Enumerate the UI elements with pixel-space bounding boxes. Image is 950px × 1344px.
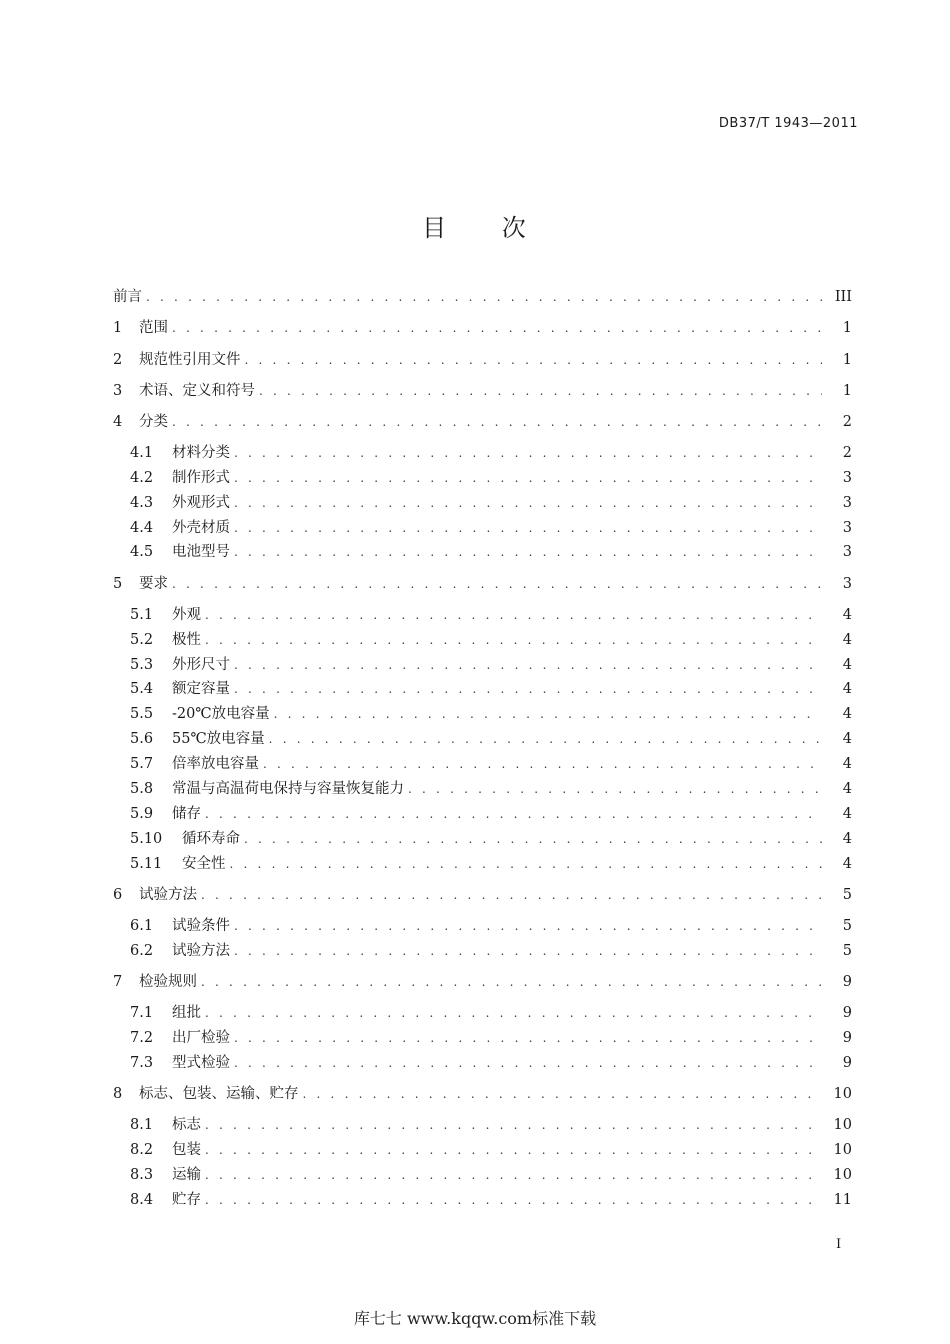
toc-entry-page: 2 xyxy=(842,414,852,430)
toc-entry-title: 安全性 xyxy=(182,856,226,872)
toc-leader-dots xyxy=(234,1029,822,1047)
toc-leader-dots xyxy=(205,1141,822,1159)
toc-leader-dots xyxy=(234,494,822,512)
toc-entry[interactable] xyxy=(130,469,852,487)
toc-entry-page: 4 xyxy=(842,856,852,872)
toc-entry-number: 8.1 xyxy=(130,1117,154,1133)
toc-entry-number: 5.5 xyxy=(130,706,154,722)
document-code: DB37/T 1943—2011 xyxy=(718,116,858,131)
toc-entry-title: 试验条件 xyxy=(172,918,230,934)
toc-entry-title: 分类 xyxy=(139,414,168,430)
toc-entry-page: 10 xyxy=(833,1142,852,1158)
toc-entry[interactable] xyxy=(130,942,852,960)
toc-entry-title: 运输 xyxy=(172,1167,201,1183)
toc-entry-number: 8.4 xyxy=(130,1192,154,1208)
toc-entry-number: 6.2 xyxy=(130,943,154,959)
toc-entry-title: 规范性引用文件 xyxy=(139,352,241,368)
toc-entry[interactable] xyxy=(130,780,852,798)
toc-entry-number: 4.1 xyxy=(130,445,154,461)
toc-entry[interactable] xyxy=(113,382,852,400)
toc-entry[interactable] xyxy=(130,656,852,674)
toc-entry-number: 5.4 xyxy=(130,681,154,697)
toc-entry-title: 前言 xyxy=(113,289,142,305)
toc-entry-page: 4 xyxy=(842,806,852,822)
toc-entry-number: 7.3 xyxy=(130,1055,154,1071)
toc-entry-page: 3 xyxy=(842,470,852,486)
toc-entry[interactable] xyxy=(130,1166,852,1184)
toc-entry-page: 4 xyxy=(842,731,852,747)
toc-entry[interactable] xyxy=(130,606,852,624)
toc-entry[interactable] xyxy=(130,755,852,773)
toc-entry-page: 4 xyxy=(842,681,852,697)
toc-entry-page: 9 xyxy=(842,974,852,990)
toc-entry[interactable] xyxy=(130,543,852,561)
toc-leader-dots xyxy=(303,1085,823,1103)
toc-entry-number: 8.2 xyxy=(130,1142,154,1158)
toc-entry[interactable] xyxy=(113,886,852,904)
toc-entry-page: 2 xyxy=(842,445,852,461)
toc-entry-title: 试验方法 xyxy=(139,887,197,903)
toc-entry-title: 要求 xyxy=(139,576,168,592)
toc-entry-title: 储存 xyxy=(172,806,201,822)
toc-entry-title: 标志、包装、运输、贮存 xyxy=(139,1086,299,1102)
toc-entry-page: 4 xyxy=(842,607,852,623)
toc-entry-page: 9 xyxy=(842,1030,852,1046)
toc-entry[interactable] xyxy=(113,1085,852,1103)
toc-entry-title: 制作形式 xyxy=(172,470,230,486)
toc-entry-page: III xyxy=(834,289,852,305)
toc-entry[interactable] xyxy=(130,1116,852,1134)
page-number: I xyxy=(836,1237,842,1252)
toc-entry[interactable] xyxy=(130,1054,852,1072)
toc-entry-number: 4.5 xyxy=(130,544,154,560)
toc-leader-dots xyxy=(201,886,822,904)
toc-entry-number: 5.1 xyxy=(130,607,154,623)
toc-leader-dots xyxy=(146,288,822,306)
toc-entry-page: 1 xyxy=(842,383,852,399)
toc-entry-title: 电池型号 xyxy=(172,544,230,560)
toc-entry[interactable] xyxy=(130,805,852,823)
toc-entry-title: 组批 xyxy=(172,1005,201,1021)
toc-leader-dots xyxy=(408,780,822,798)
toc-entry-number: 8 xyxy=(113,1086,123,1102)
toc-entry[interactable] xyxy=(130,917,852,935)
toc-leader-dots xyxy=(205,1166,822,1184)
toc-entry-title: 外形尺寸 xyxy=(172,657,230,673)
toc-entry-number: 4 xyxy=(113,414,123,430)
toc-entry-page: 5 xyxy=(842,918,852,934)
toc-leader-dots xyxy=(205,1004,822,1022)
toc-entry-page: 3 xyxy=(842,544,852,560)
toc-entry-number: 4.3 xyxy=(130,495,154,511)
toc-entry[interactable] xyxy=(113,288,852,306)
toc-leader-dots xyxy=(205,1116,822,1134)
toc-entry-title: 范围 xyxy=(139,320,168,336)
toc-entry-number: 4.2 xyxy=(130,470,154,486)
toc-leader-dots xyxy=(201,973,822,991)
toc-entry[interactable] xyxy=(130,494,852,512)
toc-entry-page: 5 xyxy=(842,887,852,903)
toc-entry[interactable] xyxy=(130,730,852,748)
toc-entry-page: 4 xyxy=(842,831,852,847)
toc-entry[interactable] xyxy=(130,1004,852,1022)
toc-entry[interactable] xyxy=(130,444,852,462)
toc-entry[interactable] xyxy=(113,413,852,431)
toc-leader-dots xyxy=(234,519,822,537)
toc-entry-title: 外壳材质 xyxy=(172,520,230,536)
toc-entry-page: 4 xyxy=(842,756,852,772)
toc-entry[interactable] xyxy=(130,1141,852,1159)
toc-leader-dots xyxy=(172,575,822,593)
toc-entry-number: 4.4 xyxy=(130,520,154,536)
toc-leader-dots xyxy=(230,855,823,873)
toc-entry-page: 4 xyxy=(842,657,852,673)
toc-entry[interactable] xyxy=(130,855,852,873)
toc-entry-title: 标志 xyxy=(172,1117,201,1133)
toc-leader-dots xyxy=(205,606,822,624)
toc-entry-page: 3 xyxy=(842,520,852,536)
toc-entry[interactable] xyxy=(130,631,852,649)
toc-leader-dots xyxy=(234,680,822,698)
toc-entry-number: 7.1 xyxy=(130,1005,154,1021)
toc-entry-number: 3 xyxy=(113,383,123,399)
toc-entry-page: 11 xyxy=(833,1192,852,1208)
toc-leader-dots xyxy=(274,705,822,723)
toc-entry-number: 6.1 xyxy=(130,918,154,934)
toc-entry[interactable] xyxy=(130,705,852,723)
toc-entry-page: 4 xyxy=(842,781,852,797)
toc-entry-number: 5.7 xyxy=(130,756,154,772)
toc-leader-dots xyxy=(172,319,822,337)
toc-entry-title: 出厂检验 xyxy=(172,1030,230,1046)
toc-entry[interactable] xyxy=(130,519,852,537)
toc-entry-number: 5.11 xyxy=(130,856,163,872)
toc-entry-number: 6 xyxy=(113,887,123,903)
toc-entry-page: 9 xyxy=(842,1055,852,1071)
toc-entry-title: 额定容量 xyxy=(172,681,230,697)
toc-entry-title: 外观 xyxy=(172,607,201,623)
toc-entry[interactable] xyxy=(113,319,852,337)
toc-entry-title: 循环寿命 xyxy=(182,831,240,847)
toc-leader-dots xyxy=(245,351,823,369)
toc-entry[interactable] xyxy=(130,1191,852,1209)
toc-entry-page: 3 xyxy=(842,576,852,592)
toc-leader-dots xyxy=(234,444,822,462)
toc-entry-page: 10 xyxy=(833,1086,852,1102)
toc-entry-number: 5.2 xyxy=(130,632,154,648)
toc-entry-title: 55℃放电容量 xyxy=(172,731,265,747)
toc-entry[interactable] xyxy=(113,973,852,991)
toc-entry-page: 1 xyxy=(842,352,852,368)
toc-entry-number: 5.10 xyxy=(130,831,163,847)
toc-entry-page: 10 xyxy=(833,1167,852,1183)
toc-entry[interactable] xyxy=(130,1029,852,1047)
toc-entry-number: 8.3 xyxy=(130,1167,154,1183)
toc-entry-number: 5.9 xyxy=(130,806,154,822)
toc-leader-dots xyxy=(172,413,822,431)
toc-entry-number: 2 xyxy=(113,352,123,368)
toc-leader-dots xyxy=(234,656,822,674)
toc-leader-dots xyxy=(234,469,822,487)
toc-leader-dots xyxy=(205,805,822,823)
toc-entry-number: 5 xyxy=(113,576,123,592)
toc-entry[interactable] xyxy=(113,351,852,369)
toc-entry-page: 3 xyxy=(842,495,852,511)
toc-entry-number: 5.8 xyxy=(130,781,154,797)
toc-leader-dots xyxy=(244,830,822,848)
footer-watermark: 库七七 www.kqqw.com标准下载 xyxy=(353,1309,597,1328)
toc-entry[interactable] xyxy=(130,830,852,848)
toc-entry-title: 贮存 xyxy=(172,1192,201,1208)
toc-entry-title: 型式检验 xyxy=(172,1055,230,1071)
toc-entry-page: 9 xyxy=(842,1005,852,1021)
toc-leader-dots xyxy=(205,631,822,649)
toc-leader-dots xyxy=(234,917,822,935)
toc-entry-title: 术语、定义和符号 xyxy=(139,383,255,399)
toc-leader-dots xyxy=(263,755,822,773)
toc-entry-page: 5 xyxy=(842,943,852,959)
toc-entry-number: 5.6 xyxy=(130,731,154,747)
toc-entry-title: 极性 xyxy=(172,632,201,648)
toc-entry-page: 4 xyxy=(842,706,852,722)
toc-entry-title: 包装 xyxy=(172,1142,201,1158)
toc-entry-number: 1 xyxy=(113,320,123,336)
toc-entry-title: 倍率放电容量 xyxy=(172,756,259,772)
toc-entry-title: -20℃放电容量 xyxy=(172,706,270,722)
toc-entry-title: 检验规则 xyxy=(139,974,197,990)
toc-entry-page: 1 xyxy=(842,320,852,336)
toc-entry[interactable] xyxy=(113,575,852,593)
page-title: 目 次 xyxy=(422,214,528,242)
toc-entry-page: 10 xyxy=(833,1117,852,1133)
toc-entry-title: 外观形式 xyxy=(172,495,230,511)
toc-entry-number: 5.3 xyxy=(130,657,154,673)
toc-entry-title: 试验方法 xyxy=(172,943,230,959)
toc-leader-dots xyxy=(205,1191,822,1209)
toc-leader-dots xyxy=(269,730,822,748)
toc-entry-title: 常温与高温荷电保持与容量恢复能力 xyxy=(172,781,404,797)
toc-entry-number: 7 xyxy=(113,974,123,990)
toc-entry-page: 4 xyxy=(842,632,852,648)
toc-entry[interactable] xyxy=(130,680,852,698)
toc-entry-title: 材料分类 xyxy=(172,445,230,461)
toc-leader-dots xyxy=(234,543,822,561)
toc-entry-number: 7.2 xyxy=(130,1030,154,1046)
toc-leader-dots xyxy=(259,382,822,400)
toc-leader-dots xyxy=(234,942,822,960)
toc-leader-dots xyxy=(234,1054,822,1072)
